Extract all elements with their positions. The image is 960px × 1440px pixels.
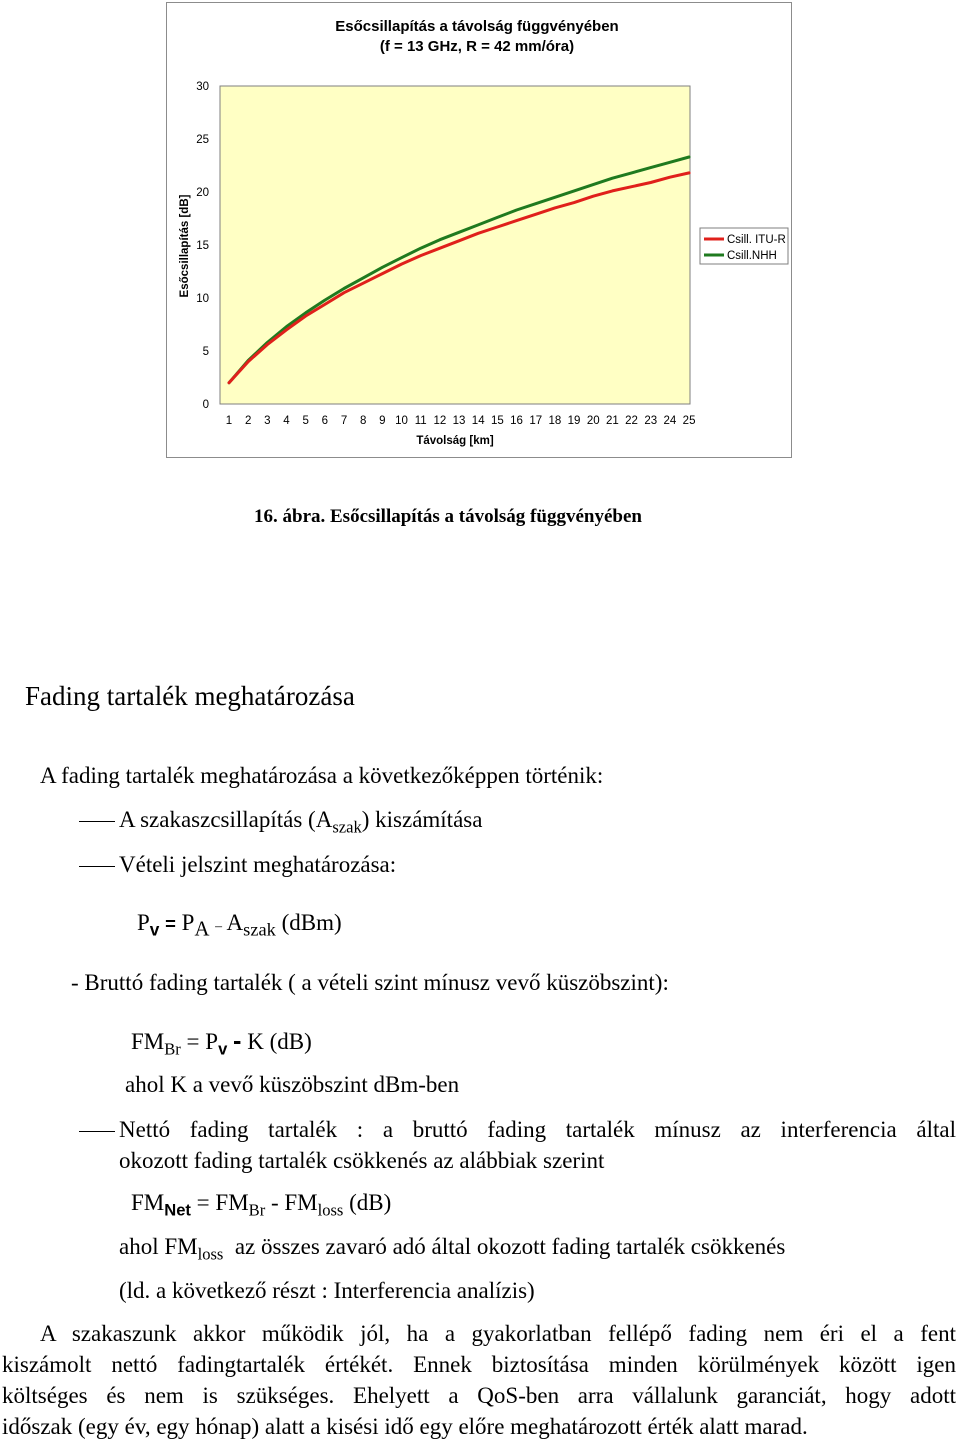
intro-text: A fading tartalék meghatározása a következőképpen történik: [40,763,604,788]
plot-area [220,86,690,404]
x-tick-label: 17 [529,415,543,427]
x-tick-label: 16 [510,415,523,427]
item-brutto-fading: - Bruttó fading tartalék ( a vételi szint mínusz vevő küszöbszint): [71,970,669,995]
legend-label: Csill.NHH [727,250,777,262]
x-tick-label: 5 [302,415,309,427]
x-tick-label: 6 [321,415,329,427]
x-tick-label: 25 [682,415,696,427]
formula-fm-net: $FM_{Net} = FM_{Br} - FM_{loss}$ (dB) [131,1190,392,1220]
paragraph-line-2: kiszámolt nettó fadingtartalék értékét. Ennek biztosítása minden körülmények között igen [2,1352,956,1377]
x-tick-label: 4 [283,415,290,427]
chart-title: Esőcsillapítás a távolság függvényében [335,18,619,35]
item-netto-line1: Nettó fading tartalék : a bruttó fading tartalék mínusz az interferencia által [119,1117,956,1142]
x-tick-label: 21 [606,415,619,427]
x-tick-label: 24 [663,415,677,427]
legend-label: Csill. ITU-R [727,234,786,246]
x-tick-label: 22 [625,415,638,427]
figure-caption-text: Esőcsillapítás a távolság függvényében [330,506,642,527]
y-tick-label: 5 [202,346,209,358]
x-tick-label: 23 [644,415,658,427]
section-title: Fading tartalék meghatározása [25,681,355,711]
y-tick-label: 10 [196,293,209,305]
list-dash [79,821,115,822]
chart-subtitle: (f = 13 GHz, R = 42 mm/óra) [379,38,575,55]
y-axis [196,81,209,411]
x-tick-label: 14 [471,415,485,427]
x-tick-label: 10 [395,415,408,427]
x-tick-label: 15 [490,415,504,427]
y-tick-label: 30 [196,81,209,93]
x-tick-label: 8 [359,415,367,427]
x-tick-label: 18 [548,415,562,427]
x-tick-label: 20 [586,415,600,427]
item-netto-line2: okozott fading tartalék csökkenés az alábbiak szerint [119,1148,605,1173]
paragraph-line-4: időszak (egy év, egy hónap) alatt a kisési idő egy előre meghatározott érték alatt marad. [2,1414,808,1439]
formula-pv: $P_v = P_A - A_{szak}$ (dBm) [137,910,342,941]
x-tick-label: 9 [379,415,386,427]
x-tick-label: 1 [225,415,233,427]
where-k-text: ahol K a vevő küszöbszint dBm-ben [125,1072,460,1097]
y-tick-label: 0 [202,399,209,411]
rain-attenuation-chart [167,3,793,459]
chart-frame [166,2,792,458]
list-dash [79,1131,115,1132]
x-tick-label: 11 [414,415,427,427]
list-dash [79,866,115,867]
where-fm-loss-text: ahol $FM_{loss}$ az összes zavaró adó által okozott fading tartalék csökkenés [119,1234,786,1264]
y-tick-label: 25 [196,134,209,146]
paragraph-line-3: költséges és nem is szükséges. Ehelyett a QoS-ben arra vállalunk garanciát, hogy adott [2,1383,956,1408]
x-tick-label: 12 [433,415,447,427]
x-tick-label: 2 [244,415,252,427]
reference-text: (ld. a következő részt : Interferencia analízis) [119,1278,535,1303]
x-axis [226,415,696,427]
chart-legend [700,228,788,264]
figure-number: 16. ábra. [254,506,326,527]
paragraph-line-1: A szakaszunk akkor működik jól, ha a gyakorlatban fellépő fading nem éri el a fent [40,1321,956,1346]
x-tick-label: 3 [264,415,271,427]
x-tick-label: 13 [452,415,466,427]
formula-fm-br: $FM_{Br} = P_v - K$ (dB) [131,1027,312,1059]
x-tick-label: 7 [340,415,348,427]
list-item-szakaszcsillapitas: A szakaszcsillapítás $(A_{szak})$ kiszámítása [119,807,483,837]
list-item-veteli-jelszint: Vételi jelszint meghatározása: [119,852,397,877]
y-tick-label: 20 [196,187,209,199]
y-axis-label: Esőcsillapítás [dB] [179,194,191,298]
x-axis-label: Távolság [km] [416,435,494,447]
figure-caption [254,506,642,528]
y-tick-label: 15 [196,240,209,252]
x-tick-label: 19 [567,415,581,427]
